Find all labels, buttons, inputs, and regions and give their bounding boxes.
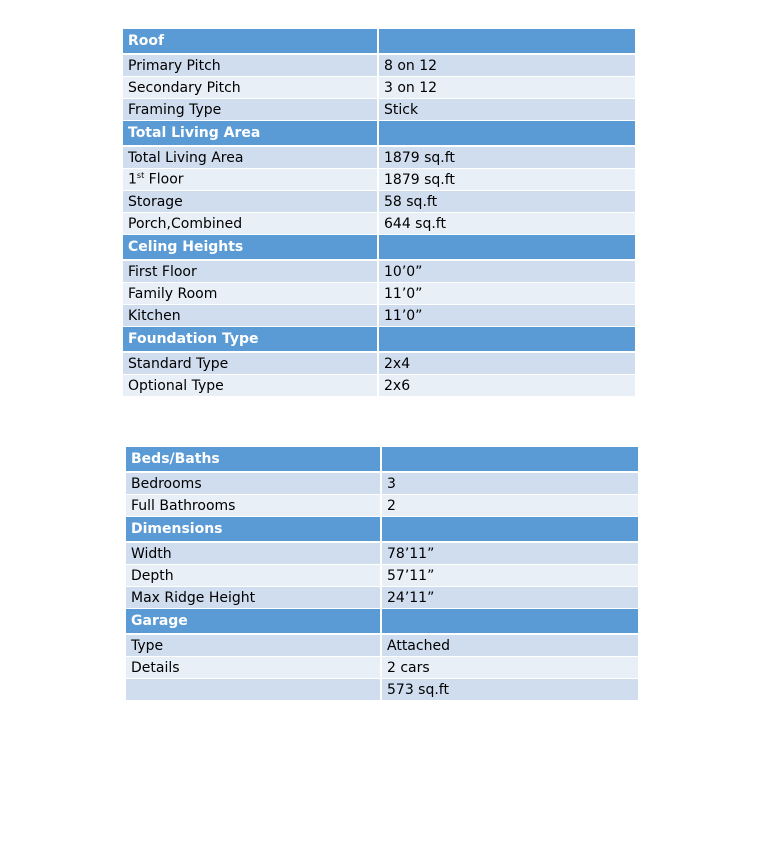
row-label: Details [126, 657, 381, 679]
table-row [126, 565, 638, 587]
row-value: 2x4 [378, 352, 635, 375]
section-header-roof [123, 29, 635, 54]
row-label: Kitchen [123, 305, 378, 327]
row-label: Width [126, 542, 381, 565]
row-value: 8 on 12 [378, 54, 635, 77]
row-value: 2 [381, 495, 638, 517]
row-label: Primary Pitch [123, 54, 378, 77]
row-value: 11’0” [378, 305, 635, 327]
table-row [123, 305, 635, 327]
row-value: Attached [381, 634, 638, 657]
section-header-blank [381, 447, 638, 472]
table-row [126, 542, 638, 565]
section-header-blank [378, 29, 635, 54]
section-header-blank [381, 517, 638, 543]
section-title: Roof [123, 29, 378, 54]
row-label: First Floor [123, 260, 378, 283]
table-row [123, 191, 635, 213]
row-label: Storage [123, 191, 378, 213]
section-header-blank [378, 327, 635, 353]
section-title: Garage [126, 609, 381, 635]
row-value: 644 sq.ft [378, 213, 635, 235]
section-header-blank [378, 121, 635, 147]
row-value: 573 sq.ft [381, 679, 638, 701]
section-header-beds-baths [126, 447, 638, 472]
row-value: 57’11” [381, 565, 638, 587]
table-row [123, 260, 635, 283]
table-row [126, 679, 638, 701]
section-header-garage [126, 609, 638, 635]
row-label: Standard Type [123, 352, 378, 375]
section-header-ceiling-heights [123, 235, 635, 261]
table-row [123, 99, 635, 121]
row-label: Porch,Combined [123, 213, 378, 235]
table-row [123, 375, 635, 397]
row-label [123, 169, 378, 191]
row-value: 11’0” [378, 283, 635, 305]
row-label: Framing Type [123, 99, 378, 121]
section-header-foundation-type [123, 327, 635, 353]
row-value: Stick [378, 99, 635, 121]
row-label-superscript: st [136, 171, 145, 181]
section-header-dimensions [126, 517, 638, 543]
row-value: 2 cars [381, 657, 638, 679]
section-title: Total Living Area [123, 121, 378, 147]
table-row [123, 169, 635, 191]
house-features-table [126, 447, 638, 701]
section-title: Beds/Baths [126, 447, 381, 472]
row-value: 1879 sq.ft [378, 169, 635, 191]
table-row [126, 634, 638, 657]
table-row [123, 213, 635, 235]
table-row [126, 472, 638, 495]
section-title: Foundation Type [123, 327, 378, 353]
table-row [126, 657, 638, 679]
table-row [123, 352, 635, 375]
table-row [126, 587, 638, 609]
row-value: 58 sq.ft [378, 191, 635, 213]
table-row [123, 54, 635, 77]
house-specs-table [123, 29, 635, 397]
row-label [126, 679, 381, 701]
row-value: 78’11” [381, 542, 638, 565]
row-value: 1879 sq.ft [378, 146, 635, 169]
row-label: Type [126, 634, 381, 657]
row-label: Bedrooms [126, 472, 381, 495]
row-label: Max Ridge Height [126, 587, 381, 609]
table-row [123, 283, 635, 305]
row-label: Family Room [123, 283, 378, 305]
table-row [123, 146, 635, 169]
row-label: Depth [126, 565, 381, 587]
section-header-blank [381, 609, 638, 635]
section-header-blank [378, 235, 635, 261]
table-row [123, 77, 635, 99]
row-label: Secondary Pitch [123, 77, 378, 99]
row-label-main: 1 [128, 171, 137, 188]
row-value: 3 [381, 472, 638, 495]
row-label: Optional Type [123, 375, 378, 397]
row-value: 10’0” [378, 260, 635, 283]
section-title: Dimensions [126, 517, 381, 543]
section-title: Celing Heights [123, 235, 378, 261]
row-label: Full Bathrooms [126, 495, 381, 517]
row-label-rest: Floor [144, 171, 184, 188]
row-value: 2x6 [378, 375, 635, 397]
section-header-living-area [123, 121, 635, 147]
row-label: Total Living Area [123, 146, 378, 169]
table-row [126, 495, 638, 517]
row-value: 3 on 12 [378, 77, 635, 99]
row-value: 24’11” [381, 587, 638, 609]
